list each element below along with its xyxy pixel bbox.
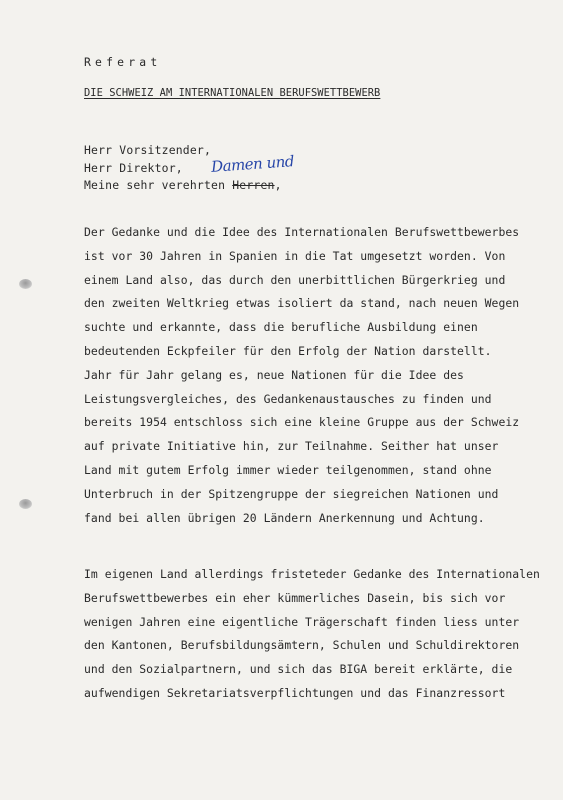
text-line: Berufswettbewerbes ein eher kümmerliches Dasein, bis sich vor [84,590,506,605]
text-line: ist vor 30 Jahren in Spanien in die Tat umgesetzt worden. Von [84,248,506,263]
handwritten-insert: Damen und [210,152,295,176]
struck-word: Herren [232,178,275,192]
text-line: Der Gedanke und die Idee des Internationalen Berufswettbewerbes [84,225,520,239]
salutation-line-3-end: , [274,178,282,192]
text-line: aufwendigen Sekretariatsverpflichtungen und das Finanzressort [84,686,506,700]
text-line: wenigen Jahren eine eigentliche Trägerschaft finden liess unter [84,614,520,629]
punch-hole [19,279,32,289]
text-line: und den Sozialpartnern, und sich das BIGA bereit erklärte, die [84,662,513,677]
text-line: einem Land also, das durch den unerbittlichen Bürgerkrieg und [84,272,506,287]
text-line: Leistungsvergleiches, des Gedankenaustausches zu finden und [84,391,492,406]
text-line: Jahr für Jahr gelang es, neue Nationen für die Idee des [84,367,464,382]
text-line: Land mit gutem Erfolg immer wieder teilgenommen, stand ohne [84,463,492,477]
salutation-line-1: Herr Vorsitzender, [84,143,212,157]
text-line: suchte und erkannte, dass die berufliche Ausbildung einen [84,320,478,335]
punch-hole [19,499,32,509]
text-line: bedeutenden Eckpfeiler für den Erfolg der Nation darstellt. [84,344,492,358]
text-line: auf private Initiative hin, zur Teilnahme. Seither hat unser [84,439,499,454]
document-subtitle: DIE SCHWEIZ AM INTERNATIONALEN BERUFSWETTBEWERB [84,87,381,99]
text-line: Unterbruch in der Spitzengruppe der siegreichen Nationen und [84,486,499,501]
document-title: Referat [84,55,162,69]
salutation-line-3-start: Meine sehr verehrten [84,178,233,192]
text-line: den Kantonen, Berufsbildungsämtern, Schulen und Schuldirektoren [84,638,520,653]
text-line: bereits 1954 entschloss sich eine kleine Gruppe aus der Schweiz [84,415,520,430]
salutation-line-3 [84,178,282,192]
text-line: Im eigenen Land allerdings fristeteder Gedanke des Internationalen [84,567,540,581]
text-line: fand bei allen übrigen 20 Ländern Anerkennung und Achtung. [84,510,485,525]
text-line: den zweiten Weltkrieg etwas isoliert da stand, nach neuen Wegen [84,296,520,311]
salutation-line-2: Herr Direktor, [84,161,183,175]
